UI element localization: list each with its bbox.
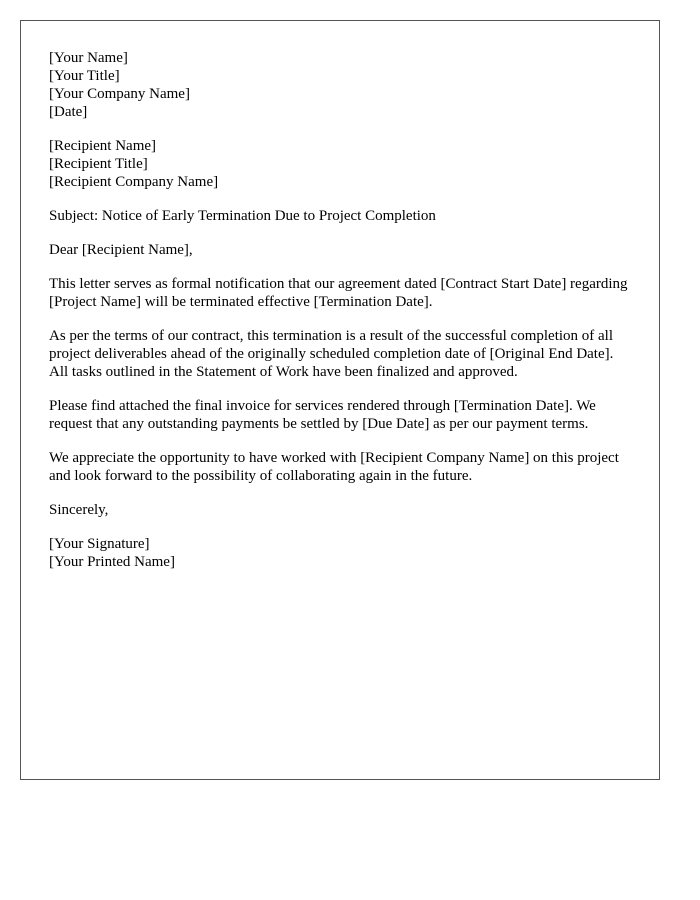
body-paragraph-4: We appreciate the opportunity to have worked with [Recipient Company Name] on this project and look forward to the possibility of collaborating again in the future.: [49, 450, 619, 484]
recipient-company: [Recipient Company Name]: [49, 174, 219, 190]
signature-line: [Your Signature]: [49, 536, 150, 552]
body-paragraph-2: As per the terms of our contract, this termination is a result of the successful completion of all project deliverables ahead of the originally scheduled completion date of [Original End Date]. All tasks outlined in the Statement of Work have been finalized and approved.: [49, 328, 614, 380]
recipient-name: [Recipient Name]: [49, 138, 157, 154]
body-paragraph-3: Please find attached the final invoice for services rendered through [Termination Date]. We request that any outstanding payments be settled by [Due Date] as per our payment terms.: [49, 398, 596, 432]
closing: Sincerely,: [49, 502, 109, 518]
recipient-title: [Recipient Title]: [49, 156, 148, 172]
signature-block: [49, 535, 635, 571]
letter-page: [20, 20, 660, 780]
sender-block: [49, 49, 635, 121]
sender-name: [Your Name]: [49, 50, 128, 66]
body-paragraph-1: This letter serves as formal notification that our agreement dated [Contract Start Date] regarding [Project Name] will be terminated effective [Termination Date].: [49, 276, 628, 310]
salutation: Dear [Recipient Name],: [49, 242, 193, 258]
sender-company: [Your Company Name]: [49, 86, 190, 102]
recipient-block: [49, 137, 635, 191]
sender-title: [Your Title]: [49, 68, 120, 84]
printed-name: [Your Printed Name]: [49, 554, 175, 570]
letter-date: [Date]: [49, 104, 88, 120]
letter-content: [49, 49, 635, 587]
subject-line: Subject: Notice of Early Termination Due to Project Completion: [49, 208, 436, 224]
